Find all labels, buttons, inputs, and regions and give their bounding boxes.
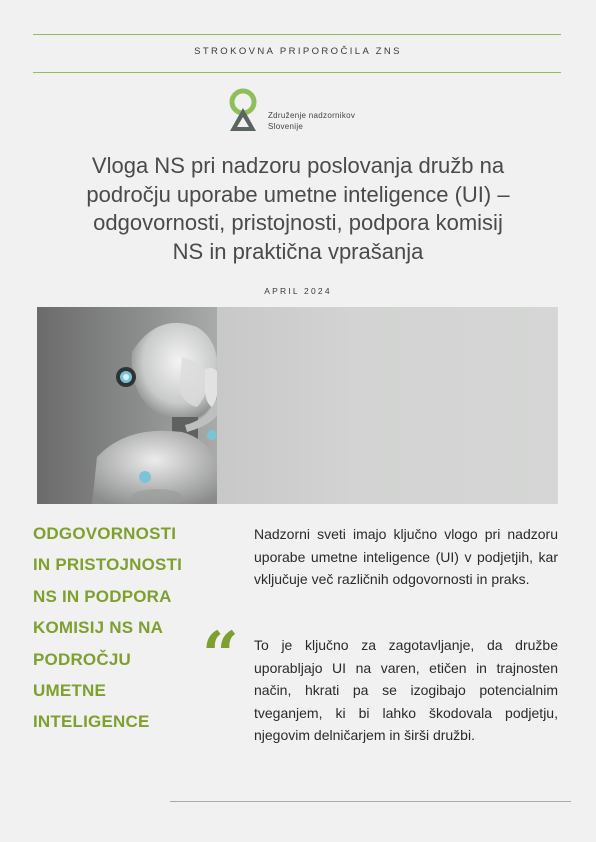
heading-line: IN PRISTOJNOSTI — [33, 555, 183, 575]
document-title — [48, 152, 548, 266]
publication-date: APRIL 2024 — [264, 286, 332, 296]
title-line: odgovornosti, pristojnosti, podpora komisij — [93, 210, 503, 235]
logo-text — [268, 110, 355, 132]
top-rule-2 — [33, 72, 561, 73]
heading-line: ODGOVORNOSTI — [33, 524, 177, 543]
heading-line: UMETNE — [33, 681, 106, 701]
robot-illustration — [37, 307, 247, 504]
title-line: Vloga NS pri nadzoru poslovanja družb na — [91, 153, 505, 178]
section-heading — [33, 518, 208, 738]
heading-line: NS IN PODPORA — [33, 586, 172, 606]
heading-line: PODROČJU — [33, 649, 131, 669]
zns-logo — [228, 88, 378, 134]
quote-marks-icon: “ — [202, 618, 239, 693]
body-paragraph-2: To je ključno za zagotavljanje, da družbe uporabljajo UI na varen, etičen in trajnosten način, hkrati pa se izogibajo potencialnim tveganjem, ki bi lahko škodovala podjetju, njegovim delničarjem in širši družbi. — [254, 637, 558, 743]
heading-line: INTELIGENCE — [33, 712, 150, 732]
body-paragraph-1: Nadzorni sveti imajo ključno vlogo pri nadzoru uporabe umetne inteligence (UI) v podjetjih, kar vključuje več različnih odgovornosti in praks. — [254, 526, 558, 587]
title-line: NS in praktična vprašanja — [172, 238, 424, 264]
top-rule-1 — [33, 34, 561, 35]
hero-panel — [217, 307, 558, 504]
hero-image — [37, 307, 558, 504]
logo-line-2: Slovenije — [268, 122, 304, 131]
logo-line-1: Združenje nadzornikov — [268, 111, 356, 120]
logo-mark-icon — [228, 88, 264, 134]
bottom-rule — [170, 801, 571, 802]
header-kicker: STROKOVNA PRIPOROČILA ZNS — [194, 46, 402, 57]
title-line: področju uporabe umetne inteligence (UI) – — [86, 181, 510, 207]
heading-line: KOMISIJ NS NA — [33, 618, 164, 638]
